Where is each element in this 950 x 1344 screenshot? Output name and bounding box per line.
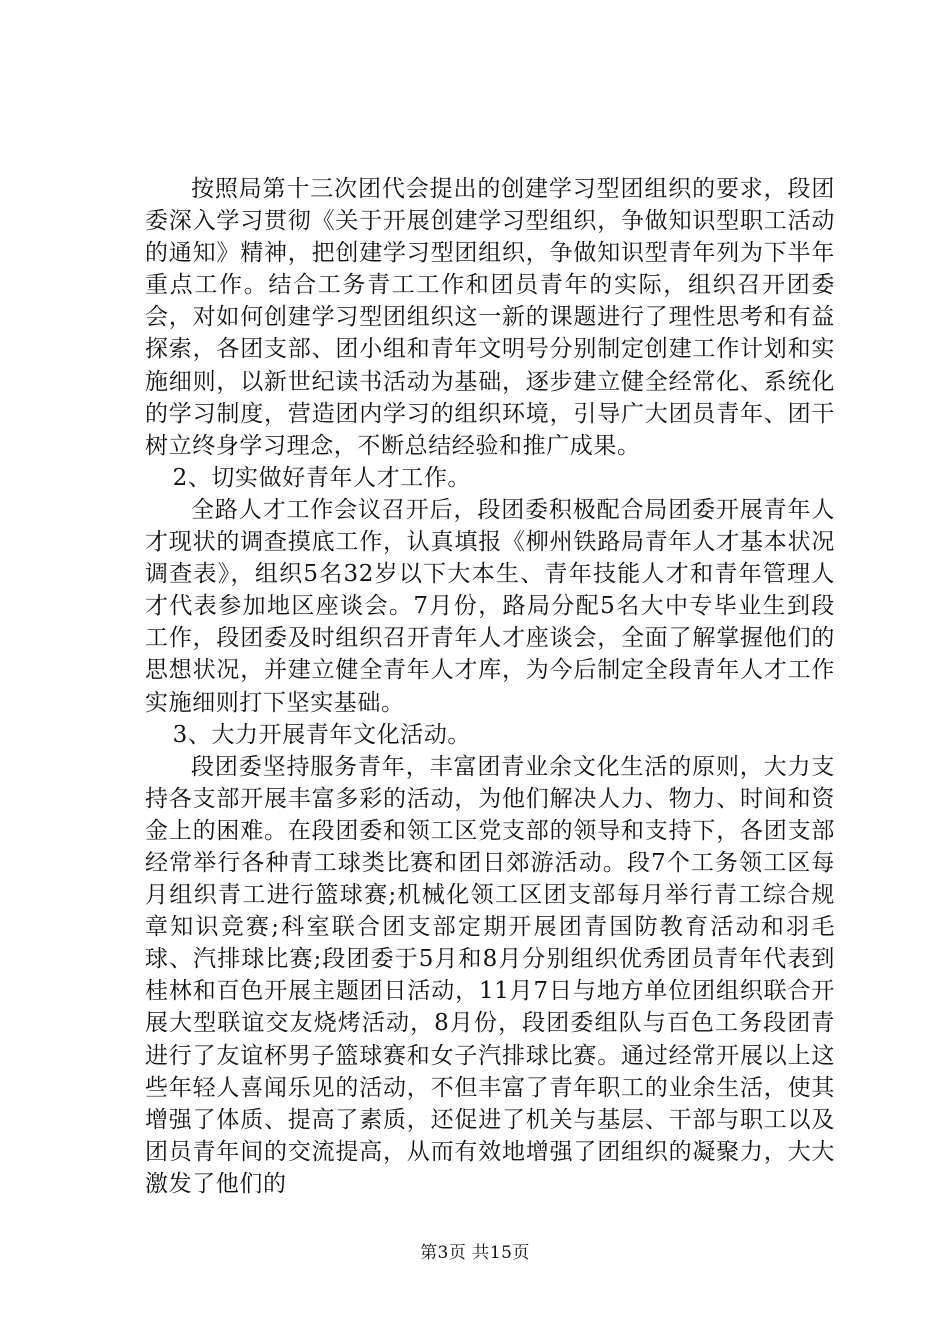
page-number-indicator: 第3页 共15页	[420, 1243, 530, 1263]
section-heading-cultural-activities: 3、大力开展青年文化活动。	[172, 721, 472, 748]
paragraph-cultural-activities: 段团委坚持服务青年，丰富团青业余文化生活的原则，大力支持各支部开展丰富多彩的活动，为他们解决人力、物力、时间和资金上的困难。在段团委和领工区党支部的领导和支持下，各团支部经常举行各种青工球类比赛和团日郊游活动。段7个工务领工区每月组织青工进行篮球赛;机械化领工区团支部每月举行青工综合规章知识竞赛;科室联合团支部定期开展团青国防教育活动和羽毛球、汽排球比赛;段团委于5月和8月分别组织优秀团员青年代表到桂林和百色开展主题团日活动，11月7日与地方单位团组织联合开展大型联谊交友烧烤活动，8月份，段团委组队与百色工务段团青进行了友谊杯男子篮球赛和女子汽排球比赛。通过经常开展以上这些年轻人喜闻乐见的活动，不但丰富了青年职工的业余生活，使其增强了体质、提高了素质，还促进了机关与基层、干部与职工以及团员青年间的交流提高，从而有效地增强了团组织的凝聚力，大大激发了他们的	[145, 753, 835, 1197]
document-body	[145, 173, 835, 1200]
paragraph-talent-work: 全路人才工作会议召开后，段团委积极配合局团委开展青年人才现状的调查摸底工作，认真填报《柳州铁路局青年人才基本状况调查表》，组织5名32岁以下大本生、青年技能人才和青年管理人才代表参加地区座谈会。7月份，路局分配5名大中专毕业生到段工作，段团委及时组织召开青年人才座谈会，全面了解掌握他们的思想状况，并建立健全青年人才库，为今后制定全段青年人才工作实施细则打下坚实基础。	[145, 496, 835, 716]
paragraph-learning-organization: 按照局第十三次团代会提出的创建学习型团组织的要求，段团委深入学习贯彻《关于开展创建学习型组织，争做知识型职工活动的通知》精神，把创建学习型团组织，争做知识型青年列为下半年重点工作。结合工务青工工作和团员青年的实际，组织召开团委会，对如何创建学习型团组织这一新的课题进行了理性思考和有益探索，各团支部、团小组和青年文明号分别制定创建工作计划和实施细则，以新世纪读书活动为基础，逐步建立健全经常化、系统化的学习制度，营造团内学习的组织环境，引导广大团员青年、团干树立终身学习理念，不断总结经验和推广成果。	[145, 176, 835, 459]
page-footer	[0, 1238, 950, 1263]
section-heading-talent-work: 2、切实做好青年人才工作。	[172, 464, 472, 491]
